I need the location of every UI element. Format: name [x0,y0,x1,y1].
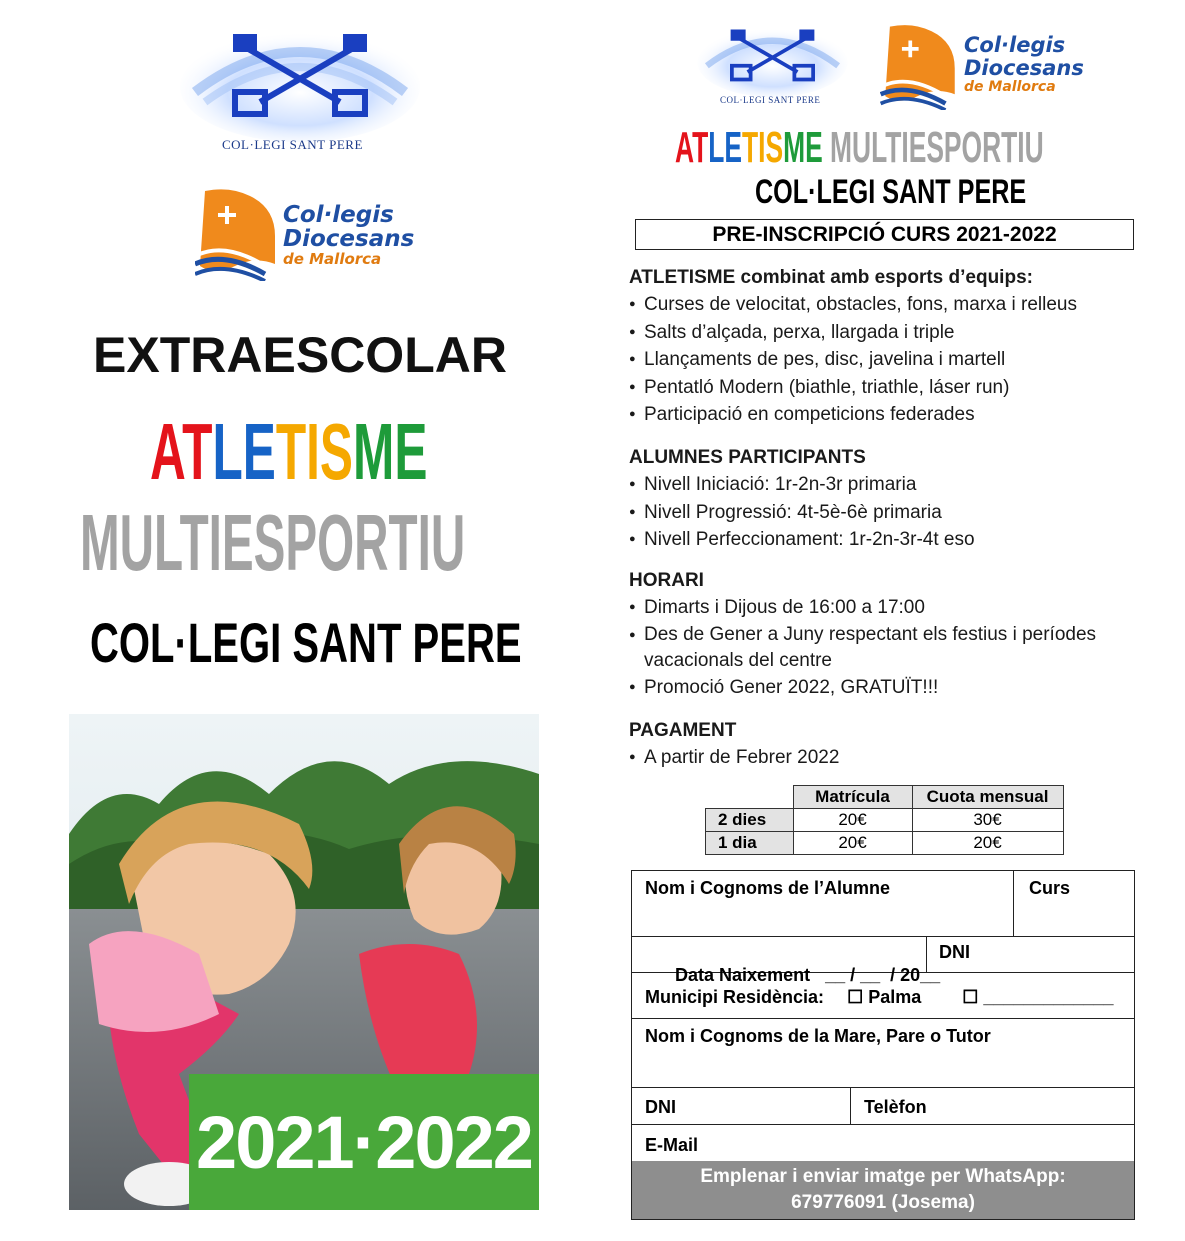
cross-shield-icon [195,186,280,281]
year-banner-text: 2021·2022 [196,1100,532,1184]
atletisme-letter: E [805,123,823,172]
list-item: ● Curses de velocitat, obstacles, fons, marxa i relleus [629,291,1134,319]
fees-corner [706,786,794,809]
dni-tutor-field[interactable] [632,1088,863,1124]
section-atletisme-list [629,291,1134,429]
right-sant-pere-label: COL·LEGI SANT PERE [720,95,821,105]
whatsapp-footer [632,1161,1134,1219]
fees-header-cuota: Cuota mensual [912,786,1063,809]
whatsapp-line1: Emplenar i enviar imatge per WhatsApp: [700,1166,1066,1187]
fees-row-label: 1 dia [706,832,794,855]
form-row-email [632,1125,1134,1160]
section-horari-list [629,594,1134,701]
section-horari [629,570,1134,701]
section-pagament [629,720,1134,772]
nom-alumne-label: Nom i Cognoms de l’Alumne [645,878,891,898]
list-item: ● Pentatló Modern (biathle, triathle, láser run) [629,374,1134,402]
telefon-label: Telèfon [864,1097,927,1117]
form-row-alumne [632,871,1134,937]
right-sant-pere-logo [690,22,855,107]
atletisme-letter: S [765,123,784,172]
preinscripcio-box [635,219,1134,250]
palma-checkbox[interactable]: ☐ Palma [847,987,922,1007]
atletisme-letter: I [758,123,766,172]
form-row-naixement [632,937,1134,985]
list-item: ● Nivell Iniciació: 1r-2n-3r primaria [629,471,1134,499]
dni-alumne-label: DNI [939,942,970,962]
nom-alumne-field[interactable] [632,871,1026,936]
atletisme-letter: M [783,123,806,172]
atletisme-letter: E [242,407,276,496]
list-item: ● A partir de Febrer 2022 [629,744,1134,772]
preinscripcio-text: PRE-INSCRIPCIÓ CURS 2021-2022 [712,223,1057,246]
diocesans-line2: Diocesans [283,226,415,252]
atletisme-letter: A [675,123,693,172]
list-item: ● Participació en competicions federades [629,401,1134,429]
email-label: E-Mail [645,1135,699,1155]
whatsapp-line2: 679776091 (Josema) [791,1192,975,1213]
fees-header-row [706,786,1064,809]
section-alumnes-list [629,471,1134,554]
data-naixement-field[interactable] [632,937,941,985]
collegi-heading [90,611,522,674]
fees-table [705,785,1064,855]
fees-cell-matricula: 20€ [793,832,912,855]
list-item: ● Nivell Perfeccionament: 1r-2n-3r-4t eso [629,526,1134,554]
diocesans-line1: Col·legis [283,202,394,228]
curs-label: Curs [1029,878,1071,898]
nom-tutor-label: Nom i Cognoms de la Mare, Pare o Tutor [645,1026,991,1046]
diocesans-line3: de Mallorca [283,250,382,268]
right-subtitle [755,174,1055,210]
atletisme-letter: L [708,123,725,172]
right-cross-shield-icon [880,22,960,110]
fees-header-matricula: Matrícula [793,786,912,809]
atletisme-letter: A [150,407,183,496]
right-diocesans-logo [880,22,1090,112]
multiesportiu-text: MULTIESPORTIU [80,498,466,587]
sant-pere-logo-label: COL·LEGI SANT PERE [222,137,363,152]
atletisme-letter: T [182,407,213,496]
year-banner [189,1074,539,1210]
atletisme-heading [150,407,450,496]
form-row-municipi [632,973,1134,1019]
table-row [706,809,1064,832]
curs-field[interactable] [1013,871,1134,936]
right-title-multiesportiu: MULTIESPORTIU [830,123,1044,172]
diocesans-logo [195,186,425,281]
atletisme-letter: E [394,407,428,496]
municipi-label: Municipi Residència: [645,987,825,1007]
section-alumnes [629,447,1134,554]
list-item: ● Promoció Gener 2022, GRATUÏT!!! [629,674,1134,702]
altre-municipi-checkbox[interactable]: ☐ _____________ [962,987,1114,1007]
section-pagament-list [629,744,1134,772]
nom-tutor-field[interactable] [632,1019,1134,1087]
atletisme-letter: T [275,407,307,496]
section-atletisme [629,267,1134,429]
section-horari-heading: HORARI [629,570,704,591]
atletisme-letter: T [741,123,759,172]
right-title-atletisme [675,123,823,172]
telefon-field[interactable] [850,1088,1134,1124]
kids-photo [69,714,539,1210]
section-pagament-heading: PAGAMENT [629,720,737,741]
list-item: ● Des de Gener a Juny respectant els festius i períodes vacacionals del centre [629,622,1134,674]
crossed-keys-icon [175,22,425,142]
atletisme-letter: T [692,123,709,172]
right-diocesans-line2: Diocesans [964,56,1084,80]
right-subtitle-text: COL·LEGI SANT PERE [755,173,1027,211]
form-row-dni-telefon [632,1088,1134,1125]
dni-tutor-label: DNI [645,1097,676,1117]
collegi-text: COL·LEGI SANT PERE [90,611,522,674]
dni-alumne-field[interactable] [926,937,1134,972]
section-alumnes-heading: ALUMNES PARTICIPANTS [629,447,866,468]
form-row-tutor [632,1019,1134,1088]
multiesportiu-heading [80,498,530,587]
fees-cell-cuota: 20€ [912,832,1063,855]
data-naixement-label: Data Naixement __ / __ / 20__ [675,965,941,985]
atletisme-letter: E [724,123,742,172]
list-item: ● Dimarts i Dijous de 16:00 a 17:00 [629,594,1134,622]
section-atletisme-heading: ATLETISME combinat amb esports d’equips: [629,267,1033,288]
right-diocesans-line3: de Mallorca [964,79,1056,95]
right-diocesans-line1: Col·legis [964,33,1066,57]
right-title [675,125,1105,171]
fees-cell-matricula: 20€ [793,809,912,832]
municipi-field [632,973,1134,1018]
fees-cell-cuota: 30€ [912,809,1063,832]
table-row [706,832,1064,855]
list-item: ● Salts d’alçada, perxa, llargada i triple [629,319,1134,347]
sant-pere-logo [175,22,425,157]
list-item: ● Llançaments de pes, disc, javelina i martell [629,346,1134,374]
list-item: ● Nivell Progressió: 4t-5è-6è primaria [629,499,1134,527]
extraescolar-heading: EXTRAESCOLAR [93,327,507,383]
atletisme-letter: I [306,407,320,496]
atletisme-letter: L [212,407,243,496]
atletisme-letter: M [353,407,395,496]
right-crossed-keys-icon [690,22,855,97]
atletisme-letter: S [319,407,354,496]
email-field[interactable] [632,1125,1134,1160]
fees-row-label: 2 dies [706,809,794,832]
registration-form [631,870,1135,1220]
